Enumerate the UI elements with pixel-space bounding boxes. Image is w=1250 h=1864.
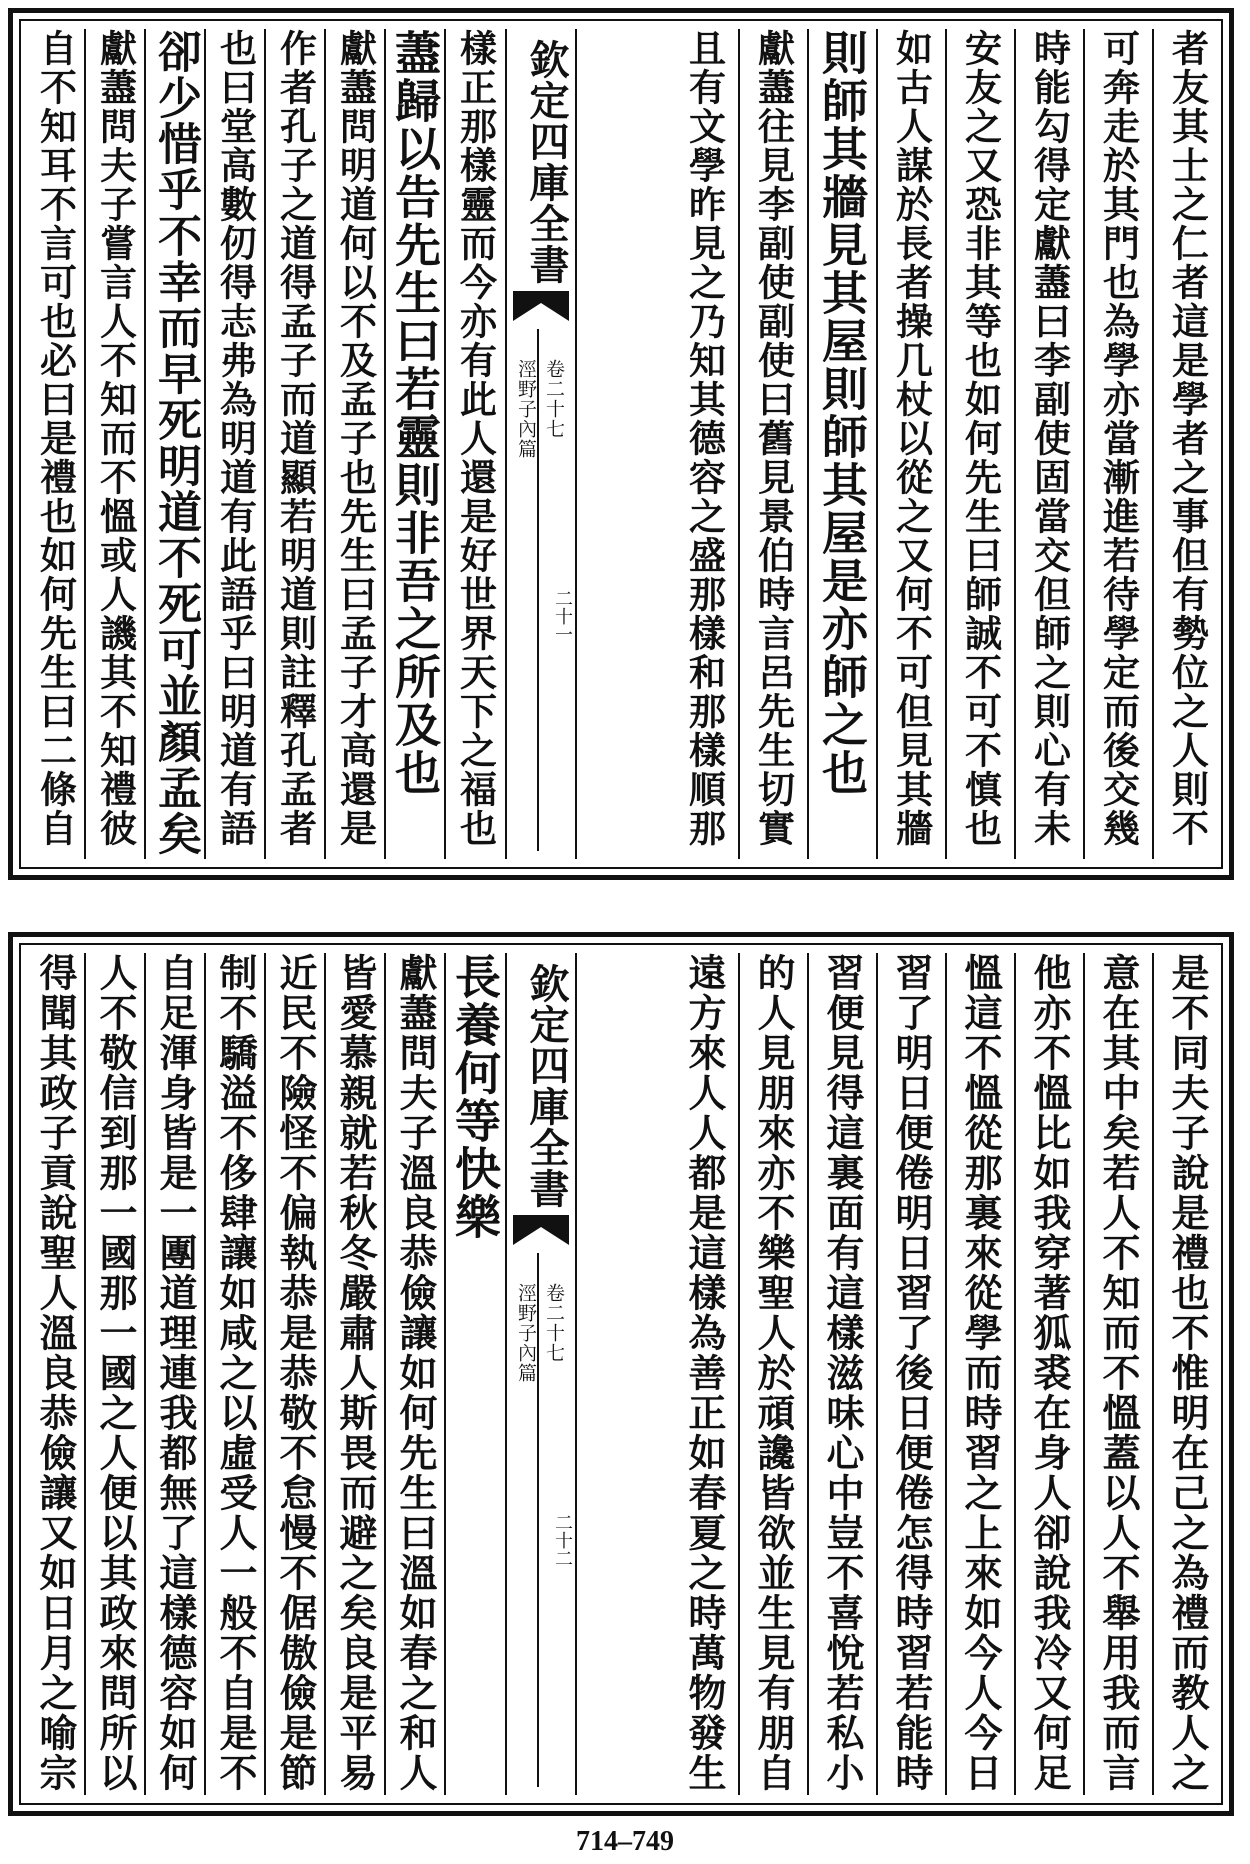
page-center-band: [505, 953, 577, 1795]
text-column: 樣正那樣靈而今亦有此人還是好世界天下之福也: [453, 29, 498, 848]
text-column: 獻藎問明道何以不及孟子也先生曰孟子才高還是: [333, 29, 378, 848]
fish-tail-ornament: [513, 1215, 569, 1245]
page-code: 714–749: [576, 1826, 674, 1857]
column-rule: [384, 29, 386, 859]
text-column: 獻藎問夫子溫良恭儉讓如何先生曰溫如春之和人: [393, 953, 438, 1793]
text-column: 的人見朋來亦不樂聖人於頑讒皆欲並生見有朋自: [751, 953, 796, 1793]
text-column: 長養何等快樂: [448, 953, 502, 1241]
text-column: 皆愛慕親就若秋冬嚴肅人斯畏而避之矣良是平易: [333, 953, 378, 1793]
column-rule: [84, 953, 86, 1795]
column-rule: [144, 29, 146, 859]
column-rule: [1083, 29, 1085, 859]
column-rule: [1014, 953, 1016, 1795]
text-column: 人不敬信到那一國那一國之人便以其政來問所以: [93, 953, 138, 1793]
text-column: 自不知耳不言可也必曰是禮也如何先生曰二條自: [33, 29, 78, 848]
page-number: 二十二: [552, 1513, 573, 1567]
column-rule: [945, 953, 947, 1795]
text-column: 安友之又恐非其等也如何先生曰師誠不可不慎也: [958, 29, 1003, 848]
text-column: 獻藎問夫子嘗言人不知而不慍或人譏其不知禮彼: [93, 29, 138, 848]
chapter-title: 涇野子內篇: [515, 359, 537, 459]
text-column: 藎歸以告先生曰若靈則非吾之所及也: [388, 29, 442, 797]
text-column: 遠方來人人都是這樣為善正如春夏之時萬物發生: [682, 953, 727, 1793]
column-rule: [807, 953, 809, 1795]
text-column: 慍這不慍從那裏來從學而時習之上來如今人今日: [958, 953, 1003, 1793]
book-title: 欽定四庫全書: [523, 963, 570, 1209]
column-rule: [84, 29, 86, 859]
column-rule: [264, 29, 266, 859]
text-column: 近民不險怪不偏執恭是恭敬不怠慢不倨傲儉是節: [273, 953, 318, 1793]
column-rule: [324, 29, 326, 859]
column-rule: [204, 29, 206, 859]
column-rule: [876, 29, 878, 859]
text-column: 且有文學昨見之乃知其德容之盛那樣和那樣順那: [682, 29, 727, 848]
text-column: 則師其牆見其屋則師其屋是亦師之也: [815, 29, 869, 797]
volume-label: 卷二十七: [543, 359, 565, 439]
text-column: 者友其士之仁者這是學者之事但有勢位之人則不: [1165, 29, 1210, 848]
column-rule: [1014, 29, 1016, 859]
fish-tail-ornament: [513, 291, 569, 321]
text-column: 卻少惜乎不幸而早死明道不死可並顏孟矣: [150, 29, 201, 857]
column-rule: [204, 953, 206, 1795]
text-column: 也曰堂高數仞得志弗為明道有此語乎曰明道有語: [213, 29, 258, 848]
column-rule: [807, 29, 809, 859]
column-rule: [144, 953, 146, 1795]
text-column: 習了明日便倦明日習了後日便倦怎得時習若能時: [889, 953, 934, 1793]
page-frame: [19, 19, 1223, 869]
column-rule: [1083, 953, 1085, 1795]
text-column: 可奔走於其門也為學亦當漸進若待學定而後交幾: [1096, 29, 1141, 848]
column-rule: [324, 953, 326, 1795]
text-column: 時能勾得定獻藎曰李副使固當交但師之則心有未: [1027, 29, 1072, 848]
text-column: 作者孔子之道得孟子而道顯若明道則註釋孔孟者: [273, 29, 318, 848]
text-column: 意在其中矣若人不知而不慍蓋以人不舉用我而言: [1096, 953, 1141, 1793]
column-rule: [264, 953, 266, 1795]
text-column: 制不驕溢不侈肆讓如咸之以虛受人一般不自是不: [213, 953, 258, 1793]
chapter-title: 涇野子內篇: [515, 1283, 537, 1383]
text-column: 獻藎往見李副使副使曰舊見景伯時言呂先生切實: [751, 29, 796, 848]
text-column: 自足渾身皆是一團道理連我都無了這樣德容如何: [153, 953, 198, 1793]
page-frame: [19, 943, 1223, 1805]
column-rule: [1152, 29, 1154, 859]
column-rule: [738, 953, 740, 1795]
text-column: 如古人謀於長者操几杖以從之又何不可但見其牆: [889, 29, 934, 848]
text-column: 是不同夫子說是禮也不惟明在己之為禮而教人之: [1165, 953, 1210, 1793]
book-page-22: [8, 932, 1234, 1816]
text-column: 習便見得這裏面有這樣滋味心中豈不喜悅若私小: [820, 953, 865, 1793]
column-rule: [1152, 953, 1154, 1795]
volume-label: 卷二十七: [543, 1283, 565, 1363]
text-column: 他亦不慍比如我穿著狐裘在身人卻說我冷又何足: [1027, 953, 1072, 1793]
book-page-21: [8, 8, 1234, 880]
column-rule: [738, 29, 740, 859]
column-rule: [876, 953, 878, 1795]
column-rule: [945, 29, 947, 859]
column-rule: [444, 953, 446, 1795]
text-column: 得聞其政子貢說聖人溫良恭儉讓又如日月之喻宗: [33, 953, 78, 1793]
page-center-band: [505, 29, 577, 859]
book-title: 欽定四庫全書: [523, 39, 570, 285]
page-number: 二十一: [552, 589, 573, 643]
column-rule: [384, 953, 386, 1795]
column-rule: [444, 29, 446, 859]
